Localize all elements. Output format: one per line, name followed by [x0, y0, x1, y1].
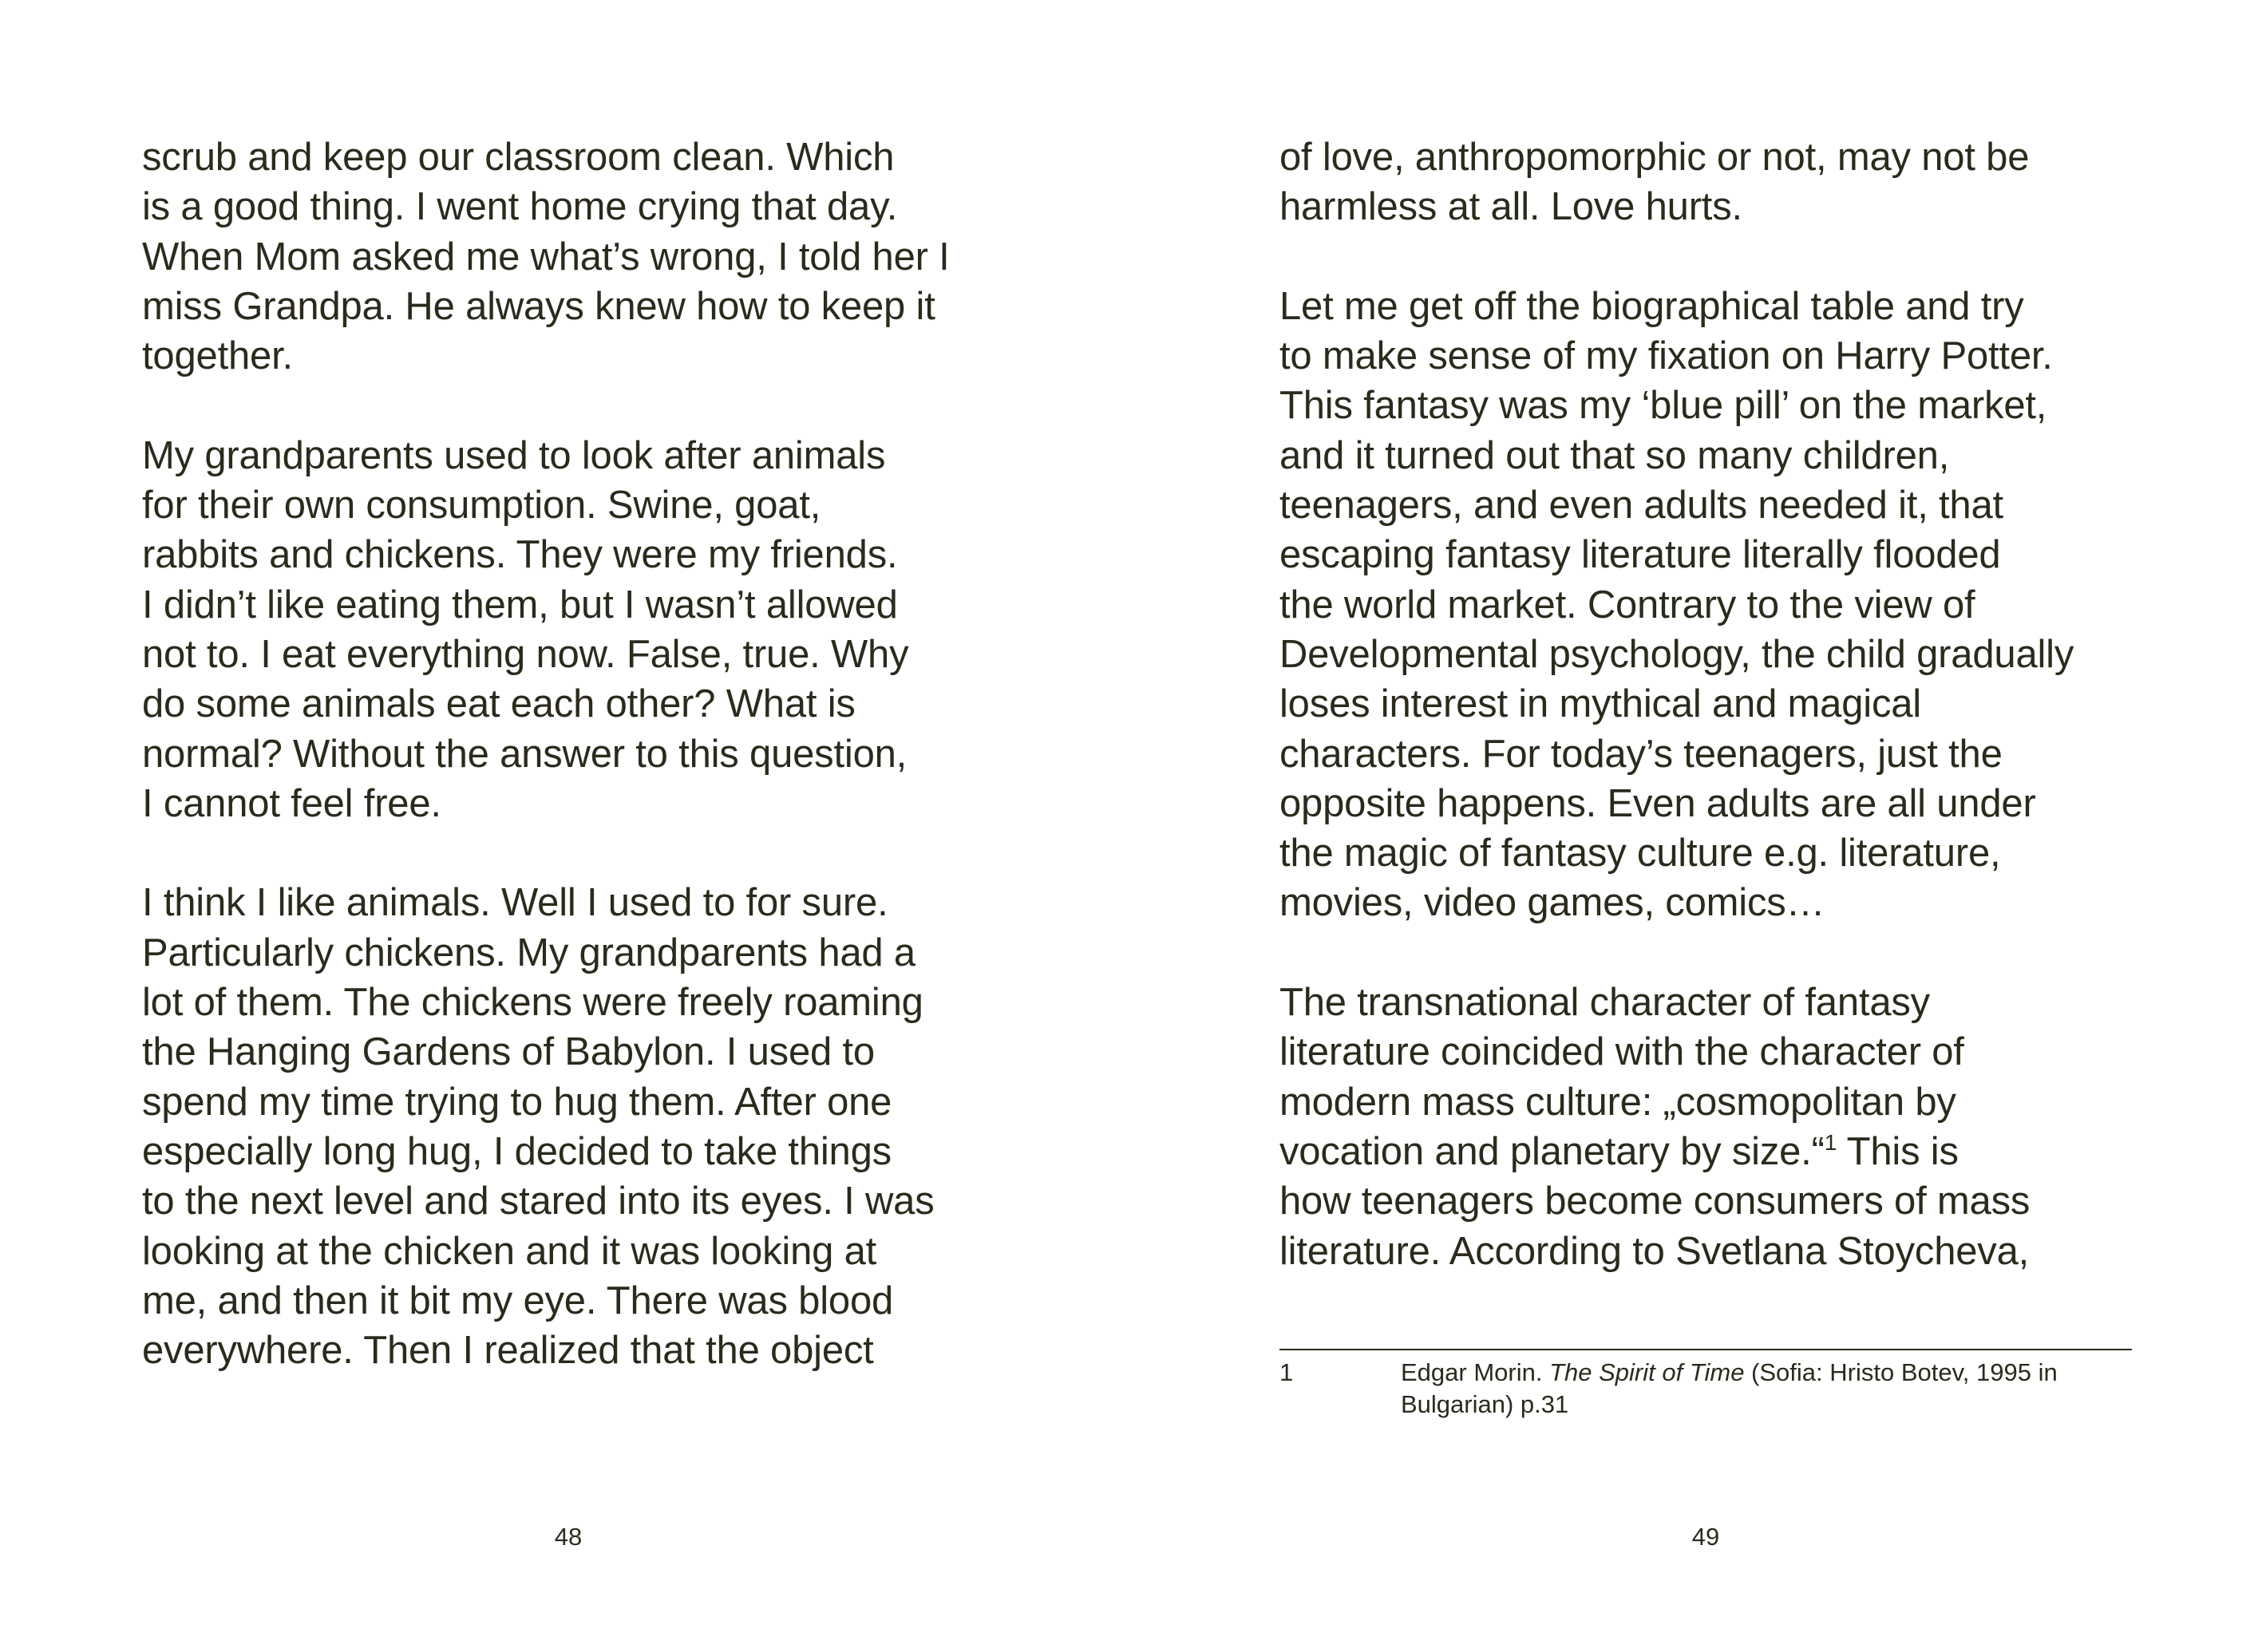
- text-line: When Mom asked me what’s wrong, I told her I: [142, 235, 950, 279]
- text-line: I cannot feel free.: [142, 781, 441, 825]
- right-page-body: [1279, 132, 2181, 1276]
- text-line: spend my time trying to hug them. After one: [142, 1080, 892, 1124]
- text-line: Let me get off the biographical table and try: [1279, 284, 2024, 328]
- footnote-divider: [1279, 1349, 2132, 1350]
- paragraph-gap: [1279, 232, 2181, 282]
- text-line: literature. According to Svetlana Stoycheva,: [1279, 1229, 2030, 1273]
- paragraph-gap: [1279, 928, 2181, 978]
- text-segment: vocation and planetary by size.“: [1279, 1129, 1825, 1173]
- text-line: The transnational character of fantasy: [1279, 981, 1930, 1025]
- text-line: characters. For today’s teenagers, just the: [1279, 732, 2003, 776]
- text-line: modern mass culture: „cosmopolitan by: [1279, 1080, 1956, 1124]
- text-line: escaping fantasy literature literally flooded: [1279, 533, 2001, 577]
- text-line: literature coincided with the character of: [1279, 1030, 1964, 1074]
- footnote-text: [1401, 1357, 2135, 1421]
- paragraph-gap: [142, 381, 1052, 430]
- text-segment: This is: [1837, 1129, 1959, 1173]
- footnote-author: Edgar Morin.: [1401, 1358, 1550, 1386]
- text-line: together.: [142, 334, 293, 378]
- paragraph: [142, 132, 1052, 381]
- text-line: to make sense of my fixation on Harry Potter.: [1279, 334, 2053, 378]
- text-line: teenagers, and even adults needed it, that: [1279, 484, 2003, 528]
- text-line: miss Grandpa. He always knew how to keep it: [142, 284, 935, 328]
- text-line: rabbits and chickens. They were my friends.: [142, 533, 898, 577]
- text-line: scrub and keep our classroom clean. Which: [142, 136, 895, 179]
- text-line: I think I like animals. Well I used to for sure.: [142, 881, 888, 925]
- text-line: My grandparents used to look after animals: [142, 433, 886, 477]
- text-line: I didn’t like eating them, but I wasn’t allowed: [142, 583, 898, 626]
- text-line: Particularly chickens. My grandparents had a: [142, 931, 915, 974]
- footnote-number: 1: [1279, 1358, 1294, 1386]
- page-number: 49: [1691, 1523, 1720, 1551]
- text-line: and it turned out that so many children,: [1279, 433, 1950, 477]
- footnote-line: Bulgarian) p.31: [1401, 1390, 1569, 1418]
- footnote-reference[interactable]: 1: [1824, 1129, 1837, 1155]
- left-page-body: [142, 132, 1052, 1375]
- text-line: Developmental psychology, the child gradually: [1279, 632, 2074, 676]
- text-line: for their own consumption. Swine, goat,: [142, 484, 821, 528]
- text-line: This fantasy was my ‘blue pill’ on the market,: [1279, 384, 2047, 428]
- paragraph: [1279, 282, 2181, 928]
- footnote-citation: (Sofia: Hristo Botev, 1995 in: [1744, 1358, 2058, 1386]
- page-number: 48: [554, 1523, 583, 1551]
- text-line: movies, video games, comics…: [1279, 881, 1825, 925]
- text-line: the world market. Contrary to the view of: [1279, 583, 1975, 626]
- text-line: do some animals eat each other? What is: [142, 682, 856, 726]
- text-line: [1279, 1127, 2181, 1176]
- paragraph: [1279, 132, 2181, 232]
- paragraph: [142, 431, 1052, 828]
- text-line: how teenagers become consumers of mass: [1279, 1180, 2031, 1223]
- text-line: lot of them. The chickens were freely roaming: [142, 981, 923, 1025]
- text-line: to the next level and stared into its eyes. I was: [142, 1180, 935, 1223]
- paragraph: [1279, 978, 2181, 1276]
- footnote-title: The Spirit of Time: [1549, 1358, 1745, 1386]
- right-page: [1131, 0, 2262, 1652]
- text-line: harmless at all. Love hurts.: [1279, 185, 1742, 229]
- text-line: of love, anthropomorphic or not, may not be: [1279, 136, 2030, 179]
- text-line: everywhere. Then I realized that the object: [142, 1329, 874, 1373]
- footnote-line: [1401, 1357, 2135, 1389]
- paragraph: [142, 878, 1052, 1375]
- text-line: the magic of fantasy culture e.g. literature,: [1279, 832, 2001, 875]
- text-line: normal? Without the answer to this question,: [142, 732, 908, 776]
- text-line: me, and then it bit my eye. There was blood: [142, 1279, 894, 1322]
- paragraph-gap: [142, 828, 1052, 878]
- text-line: opposite happens. Even adults are all under: [1279, 781, 2036, 825]
- text-line: loses interest in mythical and magical: [1279, 682, 1921, 726]
- text-line: is a good thing. I went home crying that day.: [142, 185, 898, 229]
- text-line: the Hanging Gardens of Babylon. I used to: [142, 1030, 875, 1074]
- text-line: not to. I eat everything now. False, true. Why: [142, 632, 909, 676]
- text-line: especially long hug, I decided to take things: [142, 1129, 892, 1173]
- text-line: looking at the chicken and it was looking at: [142, 1229, 877, 1273]
